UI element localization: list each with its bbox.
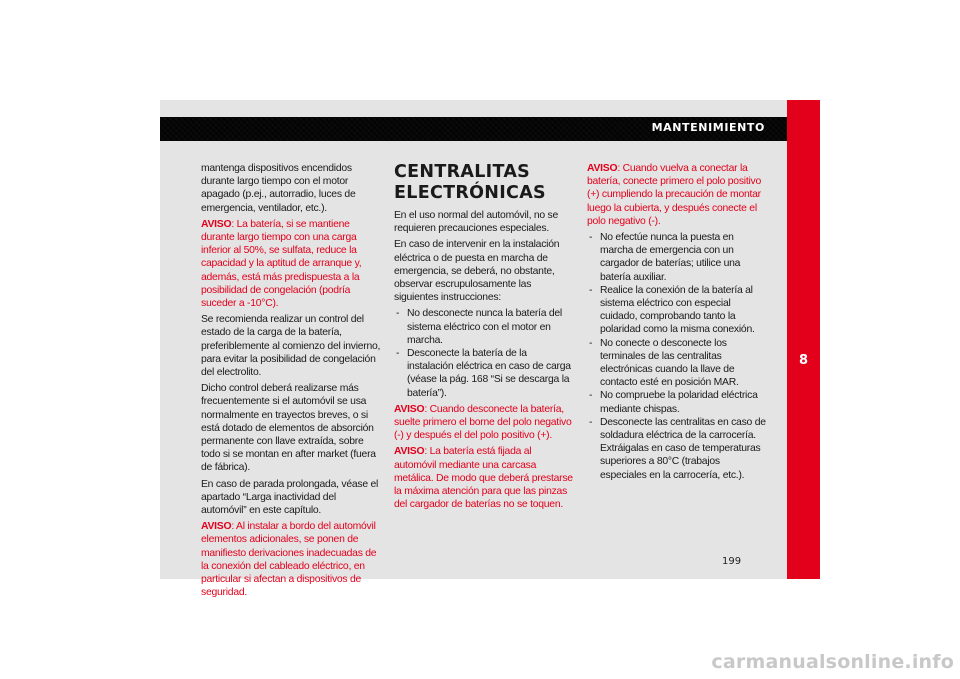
heading-line: ELECTRÓNICAS [394,183,546,203]
instruction-list [394,307,574,399]
watermark: carmanualsonline.info [711,651,954,673]
list-item: - Desconecte la batería de la instalación eléctrica en caso de carga (véase la pág. 168 “Si se descarga la batería”). [394,347,574,400]
heading-line: CENTRALITAS [394,162,531,182]
list-item: - No conecte o desconecte los terminales de las centralitas electrónicas cuando la llave de contacto esté en posición MAR. [587,337,767,390]
warning-text: : Al instalar a bordo del automóvil elementos adicionales, se ponen de manifiesto derivaciones inadecuadas de la conexión del cableado eléctrico, en particular si afectan a dispositivos de seguridad. [201,521,377,599]
chapter-tab [787,100,820,579]
warning-label: AVISO [587,163,618,174]
text-column-3 [587,162,767,485]
warning-text: : La batería está fijada al automóvil mediante una carcasa metálica. De modo que deberá prestarse la máxima atención para que las pinzas del cargador de baterías no se toquen. [394,446,573,511]
text-column-2 [394,160,574,514]
section-title: MANTENIMIENTO [651,121,765,134]
section-heading [394,162,574,204]
warning-note [201,520,381,599]
warning-text: : La batería, si se mantiene durante largo tiempo con una carga inferior al 50%, se sulfata, reduce la capacidad y la aptitud de arranque y, además, está más predispuesta a la posibilidad de congelación (podría suceder a -10°C). [201,218,362,310]
paragraph: En caso de parada prolongada, véase el apartado “Larga inactividad del automóvil” en este capítulo. [201,478,379,517]
list-item: - No efectúe nunca la puesta en marcha de emergencia con un cargador de baterías; utilice una batería auxiliar. [587,231,767,284]
list-item: - No desconecte nunca la batería del sistema eléctrico con el motor en marcha. [394,307,574,347]
paragraph: En caso de intervenir en la instalación eléctrica o de puesta en marcha de emergencia, se deberá, no obstante, observar escrupulosamente las siguientes instrucciones: [394,239,560,304]
warning-text: : Cuando vuelva a conectar la batería, conecte primero el polo positivo (+) cumpliendo la precaución de montar luego la cubierta, y después conecte el polo negativo (-). [587,163,761,227]
warning-text: : Cuando desconecte la batería, suelte primero el borne del polo negativo (-) y después el del polo positivo (+). [394,403,572,442]
list-item: - Desconecte las centralitas en caso de soldadura eléctrica de la carrocería. Extráigalas en caso de temperaturas superiores a 80°C (trabajos especiales en la carrocería, etc.). [587,416,767,482]
page-number: 199 [722,556,742,567]
warning-label: AVISO [201,521,232,533]
warning-label: AVISO [394,446,425,458]
warning-note [394,445,574,511]
warning-note [201,218,381,310]
warning-note [394,403,574,443]
warning-note [587,162,767,228]
warning-label: AVISO [201,218,232,230]
paragraph: Se recomienda realizar un control del estado de la carga de la batería, preferiblemente al comienzo del invierno, para evitar la posibilidad de congelación del electrolito. [201,314,381,379]
text-column-1 [201,162,381,603]
paragraph: Dicho control deberá realizarse más frecuentemente si el automóvil se usa normalmente en trayectos breves, o si está dotado de elementos de absorción permanente con llave extraída, sobre todo si se montan en after market (fuera de fábrica). [201,383,376,474]
list-item: - Realice la conexión de la batería al sistema eléctrico con especial cuidado, comprobando tanto la polaridad como la misma conexión. [587,284,767,337]
chapter-number: 8 [798,353,809,368]
paragraph: En el uso normal del automóvil, no se requieren precauciones especiales. [394,210,559,235]
instruction-list [587,231,767,482]
paragraph: mantenga dispositivos encendidos durante largo tiempo con el motor apagado (p.ej., autorradio, luces de emergencia, ventilador, etc.). [201,163,356,214]
warning-label: AVISO [394,403,425,415]
list-item: - No compruebe la polaridad eléctrica mediante chispas. [587,389,767,415]
